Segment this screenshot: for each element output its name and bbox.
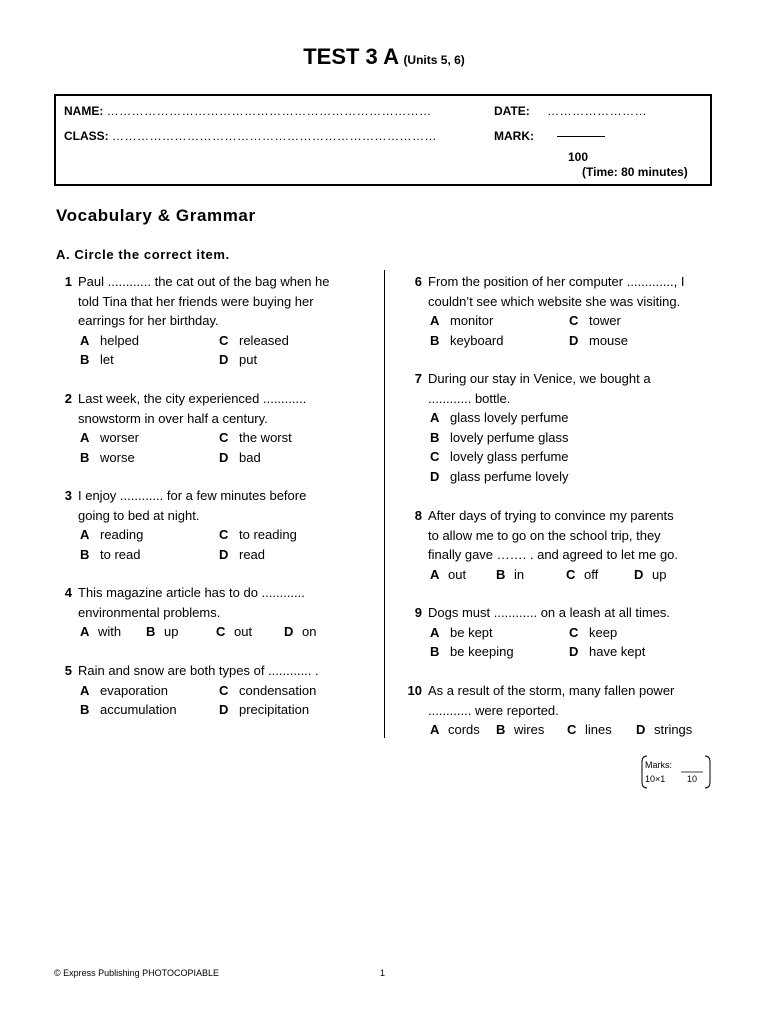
option-letter: C [566, 566, 576, 582]
option-a[interactable] [80, 525, 143, 545]
option-a[interactable] [80, 622, 121, 642]
question-text-line: finally gave ……. . and agreed to let me go. [428, 547, 679, 562]
question-text-line: This magazine article has to do ............ [78, 585, 305, 600]
option-text: bad [239, 449, 261, 465]
option-letter: A [430, 566, 440, 582]
date-row [494, 104, 647, 118]
question-number: 3 [64, 488, 72, 503]
option-text: monitor [450, 313, 494, 328]
option-letter: C [430, 449, 440, 464]
option-letter: A [430, 313, 440, 328]
question-text-line: From the position of her computer ............., I [428, 274, 685, 289]
question-number: 2 [64, 391, 72, 406]
marks-total: 10 [687, 774, 698, 784]
option-letter: C [219, 332, 229, 348]
option-letter: A [430, 722, 440, 737]
option-text: condensation [239, 682, 317, 698]
option-c[interactable] [219, 525, 297, 545]
question-number: 8 [414, 508, 422, 523]
option-letter: B [430, 332, 440, 348]
option-text: let [100, 352, 114, 367]
option-d[interactable] [284, 622, 316, 642]
option-text: lines [585, 722, 612, 737]
option-b[interactable] [146, 622, 178, 642]
option-text: out [448, 566, 467, 582]
option-letter: D [569, 644, 579, 659]
option-a[interactable] [430, 311, 493, 331]
option-d[interactable] [634, 565, 666, 585]
option-letter: A [430, 624, 440, 640]
section-heading: Vocabulary & Grammar [56, 206, 256, 225]
option-letter: A [80, 624, 90, 639]
option-b[interactable] [430, 331, 503, 351]
option-text: glass perfume lovely [450, 468, 569, 484]
question-text-line: ............ bottle. [428, 390, 511, 406]
question-number: 7 [414, 371, 422, 386]
option-text: worse [100, 449, 135, 465]
option-letter: B [496, 722, 506, 737]
option-text: accumulation [100, 702, 177, 717]
option-text: glass lovely perfume [450, 410, 569, 425]
option-text: with [98, 624, 122, 639]
option-text: wires [514, 722, 545, 737]
student-info-box [54, 94, 712, 186]
option-text: cords [448, 722, 480, 737]
option-a[interactable] [430, 720, 480, 740]
instruction: A. Circle the correct item. [56, 247, 230, 262]
date-label: DATE: [494, 104, 530, 118]
page-title [0, 44, 768, 70]
option-letter: B [146, 624, 156, 639]
option-text: have kept [589, 644, 646, 659]
marks-formula: 10×1 [645, 774, 666, 784]
option-c[interactable] [219, 331, 289, 351]
option-a[interactable] [80, 331, 139, 351]
option-b[interactable] [80, 700, 177, 720]
option-text: helped [100, 332, 140, 348]
column-divider [384, 270, 385, 738]
marks-label: Marks: [645, 760, 672, 770]
option-c[interactable] [219, 428, 292, 448]
name-label: NAME: [64, 104, 104, 118]
option-text: out [234, 624, 253, 639]
option-letter: D [569, 332, 579, 348]
option-text: be keeping [450, 644, 514, 659]
option-letter: D [219, 546, 229, 562]
option-text: read [239, 546, 266, 562]
option-text: off [584, 566, 599, 582]
mark-field[interactable] [557, 136, 605, 137]
test-title: TEST 3 A [303, 44, 399, 69]
test-units: (Units 5, 6) [403, 53, 465, 67]
question-number: 9 [414, 605, 422, 620]
option-d[interactable] [219, 545, 265, 565]
option-letter: D [219, 449, 229, 465]
option-letter: B [80, 449, 90, 465]
option-text: the worst [239, 430, 292, 445]
option-text: strings [654, 722, 693, 737]
option-text: to reading [239, 527, 297, 542]
option-letter: A [80, 527, 90, 542]
option-c[interactable] [219, 681, 316, 701]
option-text: reading [100, 527, 144, 542]
question-text-line: going to bed at night. [78, 507, 200, 523]
date-field[interactable]: …………………… [547, 104, 648, 118]
question-text-line: snowstorm in over half a century. [78, 410, 268, 426]
option-text: put [239, 352, 258, 367]
option-a[interactable] [80, 428, 139, 448]
option-c[interactable] [569, 623, 617, 643]
option-letter: B [80, 546, 90, 562]
question-number: 4 [64, 585, 72, 600]
name-row [64, 104, 432, 118]
option-letter: D [430, 468, 440, 484]
option-c[interactable] [569, 311, 621, 331]
question-text-line: Last week, the city experienced ............ [78, 391, 307, 406]
option-text: lovely glass perfume [450, 449, 569, 464]
option-letter: A [430, 410, 440, 425]
option-c[interactable] [566, 565, 598, 585]
option-d[interactable] [636, 720, 692, 740]
option-letter: C [569, 313, 579, 328]
option-c[interactable] [216, 622, 252, 642]
question-text-line: Paul ............ the cat out of the bag when he [78, 274, 330, 289]
option-a[interactable] [80, 681, 168, 701]
option-letter: C [569, 624, 579, 640]
option-b[interactable] [430, 642, 514, 662]
option-letter: B [430, 644, 440, 659]
option-letter: B [80, 352, 90, 367]
option-b[interactable] [496, 565, 524, 585]
option-text: evaporation [100, 682, 168, 698]
question-number: 1 [64, 274, 72, 289]
option-letter: C [219, 527, 229, 542]
option-text: up [652, 566, 667, 582]
option-letter: A [80, 332, 90, 348]
question-number: 10 [407, 683, 422, 698]
name-field[interactable]: …………………………………………………………………… [106, 104, 432, 118]
option-letter: D [636, 722, 646, 737]
option-text: tower [589, 313, 621, 328]
class-label: CLASS: [64, 129, 109, 143]
option-letter: D [219, 702, 229, 717]
option-text: on [302, 624, 317, 639]
option-d[interactable] [569, 642, 645, 662]
question-text-line: Rain and snow are both types of ............ . [78, 663, 319, 678]
mark-label: MARK: [494, 129, 534, 143]
option-b[interactable] [80, 350, 114, 370]
question-text-line: Dogs must ............ on a leash at all times. [428, 605, 671, 620]
class-row [64, 129, 437, 143]
option-letter: C [219, 430, 229, 445]
option-a[interactable] [430, 623, 493, 643]
mark-total: 100 [568, 150, 589, 164]
question-text-line: I enjoy ............ for a few minutes before [78, 488, 307, 503]
option-d[interactable] [219, 350, 257, 370]
option-text: lovely perfume glass [450, 429, 569, 445]
option-text: released [239, 332, 289, 348]
option-b[interactable] [496, 720, 544, 740]
marks-box [641, 754, 711, 790]
option-letter: D [219, 352, 229, 367]
option-text: to read [100, 546, 141, 562]
option-c[interactable] [567, 720, 612, 740]
question-text-line: to allow me to go on the school trip, they [428, 527, 661, 543]
option-text: be kept [450, 624, 493, 640]
question-number: 6 [414, 274, 422, 289]
option-b[interactable] [80, 448, 135, 468]
option-letter: B [496, 566, 506, 582]
question-text-line: ............ were reported. [428, 702, 559, 718]
option-a[interactable] [430, 408, 569, 428]
question-text-line: environmental problems. [78, 604, 221, 620]
option-letter: C [219, 682, 229, 698]
option-a[interactable] [430, 565, 466, 585]
option-letter: C [216, 624, 226, 639]
option-text: mouse [589, 332, 629, 348]
option-letter: D [634, 566, 644, 582]
question-text-line: During our stay in Venice, we bought a [428, 371, 651, 386]
option-text: keyboard [450, 332, 504, 348]
question-text-line: earrings for her birthday. [78, 313, 219, 328]
option-text: keep [589, 624, 618, 640]
option-text: in [514, 566, 525, 582]
option-b[interactable] [80, 545, 140, 565]
option-letter: D [284, 624, 294, 639]
option-letter: A [80, 430, 90, 445]
question-number: 5 [64, 663, 72, 678]
option-d[interactable] [430, 467, 569, 487]
class-field[interactable]: …………………………………………………………………… [112, 129, 438, 143]
question-text-line: As a result of the storm, many fallen power [428, 683, 675, 698]
question-text-line: After days of trying to convince my parents [428, 508, 674, 523]
page-number: 1 [380, 968, 386, 978]
option-d[interactable] [219, 700, 309, 720]
option-letter: B [430, 429, 440, 445]
option-text: worser [100, 430, 140, 445]
option-text: up [164, 624, 179, 639]
option-d[interactable] [569, 331, 628, 351]
footer-copyright: © Express Publishing PHOTOCOPIABLE [54, 968, 220, 978]
mark-row [494, 129, 605, 143]
time-note: (Time: 80 minutes) [582, 165, 688, 179]
question-text-line: told Tina that her friends were buying her [78, 293, 314, 309]
option-letter: A [80, 682, 90, 698]
option-d[interactable] [219, 448, 261, 468]
option-letter: B [80, 702, 90, 717]
question-text-line: couldn’t see which website she was visiting. [428, 293, 681, 309]
option-b[interactable] [430, 428, 569, 448]
option-text: precipitation [239, 702, 310, 717]
option-c[interactable] [430, 447, 569, 467]
option-letter: C [567, 722, 577, 737]
